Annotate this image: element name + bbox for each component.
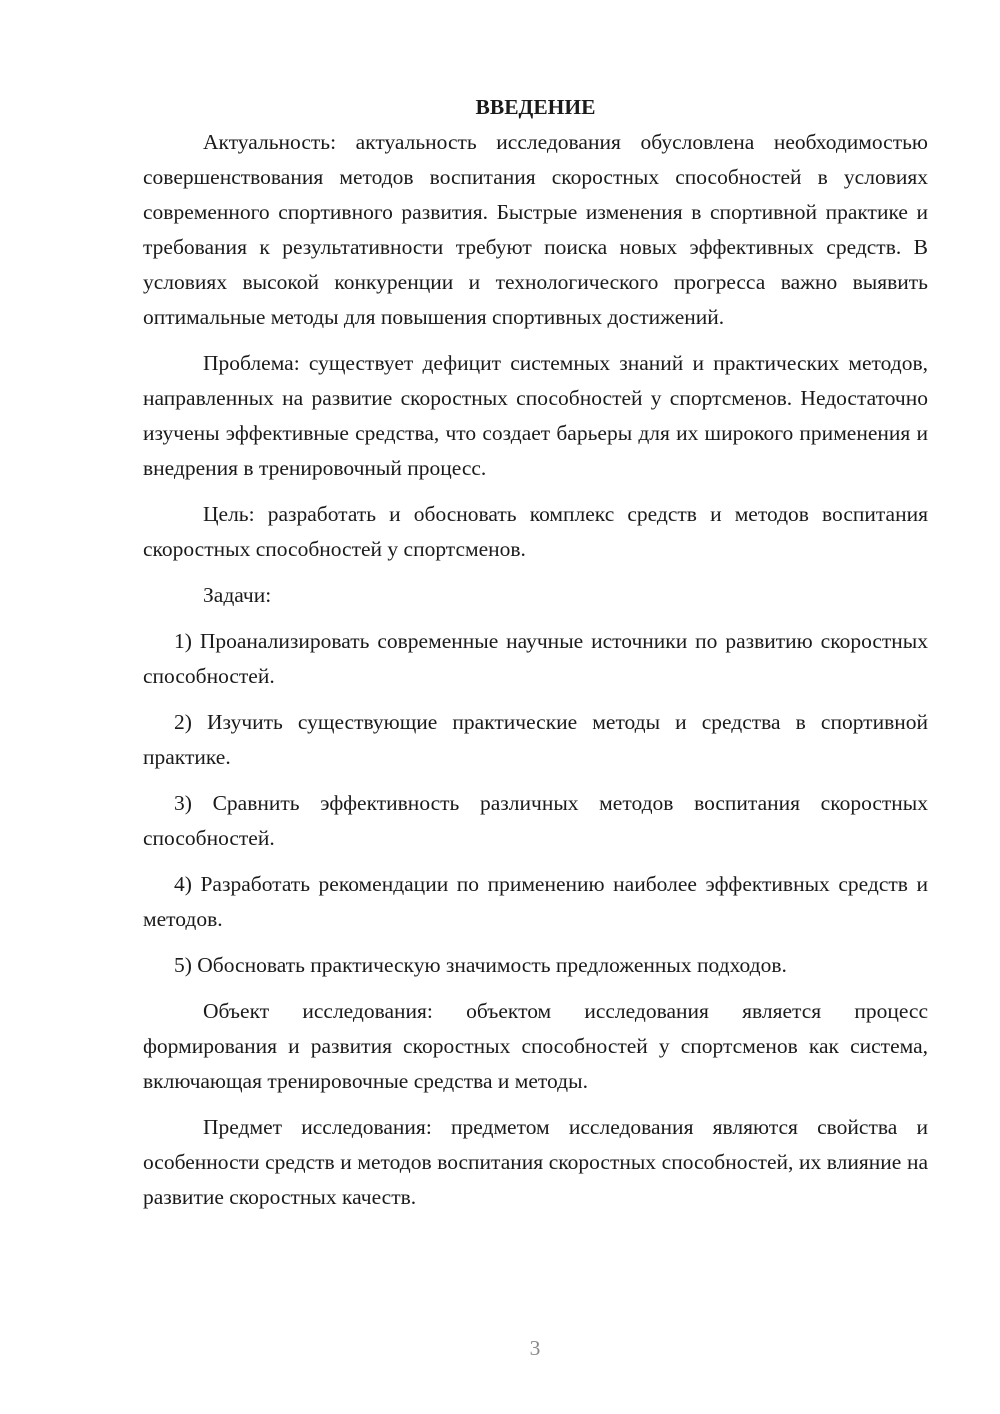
subject-paragraph: Предмет исследования: предметом исследования являются свойства и особенности средств и методов воспитания скоростных способностей, их влияние на развитие скоростных качеств. — [143, 1115, 928, 1209]
task-item-4: 4) Разработать рекомендации по применению наиболее эффективных средств и методов. — [143, 872, 928, 931]
task-item-5: 5) Обосновать практическую значимость предложенных подходов. — [174, 953, 787, 977]
task-item-3: 3) Сравнить эффективность различных методов воспитания скоростных способностей. — [143, 791, 928, 850]
document-page — [143, 90, 928, 1226]
tasks-label: Задачи: — [203, 583, 272, 607]
task-item-1: 1) Проанализировать современные научные источники по развитию скоростных способностей. — [143, 629, 928, 688]
page-number: 3 — [529, 1336, 541, 1360]
object-paragraph: Объект исследования: объектом исследования является процесс формирования и развития скоростных способностей у спортсменов как система, включающая тренировочные средства и методы. — [143, 999, 928, 1093]
task-item-2: 2) Изучить существующие практические методы и средства в спортивной практике. — [143, 710, 928, 769]
document-title: ВВЕДЕНИЕ — [475, 95, 596, 119]
goal-paragraph: Цель: разработать и обосновать комплекс средств и методов воспитания скоростных способностей у спортсменов. — [143, 502, 928, 561]
relevance-paragraph: Актуальность: актуальность исследования обусловлена необходимостью совершенствования методов воспитания скоростных способностей в условиях современного спортивного развития. Быстрые изменения в спортивной практике и требования к результативности требуют поиска новых эффективных средств. В условиях высокой конкуренции и технологического прогресса важно выявить оптимальные методы для повышения спортивных достижений. — [143, 130, 928, 329]
problem-paragraph: Проблема: существует дефицит системных знаний и практических методов, направленных на развитие скоростных способностей у спортсменов. Недостаточно изучены эффективные средства, что создает барьеры для их широкого применения и внедрения в тренировочный процесс. — [143, 351, 928, 480]
